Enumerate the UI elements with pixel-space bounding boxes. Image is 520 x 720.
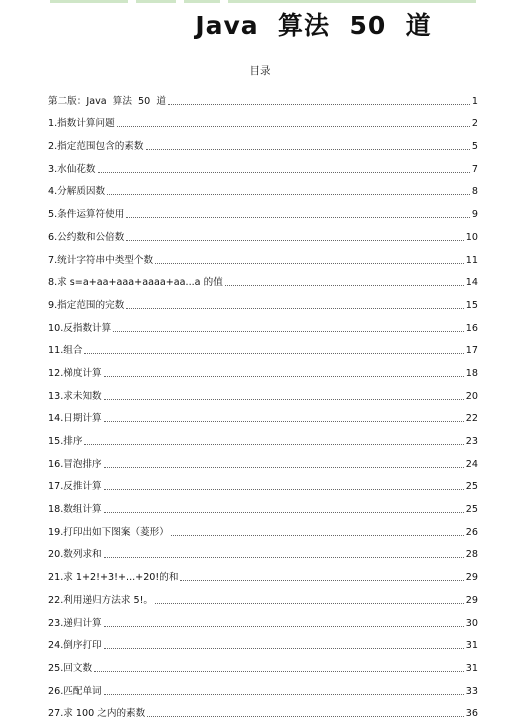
toc-entry[interactable] [48,130,478,153]
toc-dot-leader [107,194,470,195]
toc-dot-leader [126,308,463,309]
toc-dot-leader [104,399,464,400]
toc-entry-label[interactable]: 11.组合 [48,345,83,357]
toc-entry-label[interactable]: 22.利用递归方法求 5!。 [48,594,154,606]
toc-entry-page-number: 31 [465,640,478,652]
toc-entry[interactable] [48,493,478,516]
toc-entry-label[interactable]: 9.指定范围的完数 [48,299,125,311]
toc-entry-page-number: 22 [465,413,478,425]
toc-entry-label[interactable]: 19.打印出如下图案（菱形） [48,526,169,538]
toc-entry-label[interactable]: 14.日期计算 [48,413,102,425]
toc-entry-label[interactable]: 3.水仙花数 [48,163,96,175]
toc-dot-leader [155,603,464,604]
toc-entry-label[interactable]: 15.排序 [48,436,83,447]
toc-entry-page-number: 23 [465,436,478,447]
table-of-contents [48,85,478,720]
toc-entry[interactable] [48,675,478,698]
toc-entry[interactable] [48,312,478,335]
toc-entry-page-number: 11 [465,254,478,266]
toc-entry[interactable] [48,335,478,358]
toc-entry[interactable] [48,448,478,471]
toc-entry-label[interactable]: 16.冒泡排序 [48,458,102,470]
toc-dot-leader [104,467,464,468]
toc-dot-leader [104,557,464,558]
toc-entry-page-number: 2 [471,118,478,130]
toc-dot-leader [126,240,463,241]
toc-entry-page-number: 33 [465,685,478,697]
toc-entry[interactable] [48,380,478,403]
toc-entry-label[interactable]: 26.匹配单词 [48,685,102,697]
toc-entry-page-number: 31 [465,662,478,674]
toc-entry-label[interactable]: 23.递归计算 [48,617,102,629]
toc-dot-leader [104,626,464,627]
toc-entry-label[interactable]: 27.求 100 之内的素数 [48,708,146,720]
toc-entry-page-number: 1 [471,95,478,107]
toc-entry-label[interactable]: 10.反指数计算 [48,322,112,334]
toc-entry-label[interactable]: 18.数组计算 [48,504,102,516]
toc-entry[interactable] [48,221,478,244]
toc-entry-label[interactable]: 21.求 1+2!+3!+...+20!的和 [48,572,179,584]
toc-dot-leader [146,149,470,150]
toc-entry[interactable] [48,561,478,584]
toc-entry[interactable] [48,516,478,539]
toc-dot-leader [104,648,464,649]
toc-dot-leader [168,104,470,105]
toc-dot-leader [104,694,464,695]
toc-dot-leader [126,217,470,218]
toc-entry[interactable] [48,539,478,562]
toc-entry-label[interactable]: 25.回文数 [48,662,93,674]
toc-dot-leader [225,285,464,286]
toc-dot-leader [84,444,463,445]
toc-entry-page-number: 5 [471,141,478,153]
toc-entry[interactable] [48,176,478,199]
toc-dot-leader [94,671,464,672]
toc-entry-page-number: 17 [465,345,478,357]
toc-heading: 目录 [249,65,271,77]
toc-entry-label[interactable]: 4.分解质因数 [48,186,106,198]
toc-dot-leader [180,580,463,581]
toc-entry-page-number: 20 [465,390,478,402]
toc-entry-page-number: 18 [465,367,478,379]
toc-dot-leader [98,172,470,173]
toc-dot-leader [104,512,464,513]
toc-entry[interactable] [48,153,478,176]
toc-entry-page-number: 15 [465,299,478,311]
toc-entry[interactable] [48,652,478,675]
toc-entry[interactable] [48,267,478,290]
toc-entry-page-number: 29 [465,572,478,584]
header-rule-segment [136,0,176,3]
toc-entry[interactable] [48,198,478,221]
toc-dot-leader [155,263,464,264]
toc-entry-page-number: 10 [465,231,478,243]
header-rule-segment [184,0,220,3]
header-rule-segment [228,0,476,3]
toc-entry[interactable] [48,630,478,653]
toc-entry-page-number: 36 [465,708,478,720]
toc-entry-label[interactable]: 20.数列求和 [48,549,102,561]
toc-entry-page-number: 8 [471,186,478,198]
toc-entry[interactable] [48,357,478,380]
toc-entry[interactable] [48,698,478,720]
toc-entry[interactable] [48,108,478,131]
toc-entry[interactable] [48,425,478,448]
toc-dot-leader [104,421,464,422]
toc-entry[interactable] [48,584,478,607]
toc-entry-page-number: 14 [465,277,478,289]
toc-entry-label[interactable]: 1.指数计算问题 [48,118,115,130]
header-rule-segment [50,0,128,3]
toc-dot-leader [171,535,464,536]
toc-entry-label[interactable]: 5.条件运算符使用 [48,209,125,221]
toc-entry-page-number: 29 [465,594,478,606]
toc-entry-page-number: 28 [465,549,478,561]
document-title: Java 算法 50 道 [195,11,432,40]
toc-entry[interactable] [48,244,478,267]
toc-entry-page-number: 25 [465,504,478,516]
toc-dot-leader [104,489,464,490]
toc-entry-page-number: 9 [471,209,478,221]
toc-entry[interactable] [48,607,478,630]
toc-entry-label[interactable]: 6.公约数和公倍数 [48,231,125,243]
toc-entry-page-number: 25 [465,481,478,493]
toc-dot-leader [113,331,464,332]
toc-entry[interactable] [48,85,478,108]
toc-entry-label[interactable]: 第二版：Java 算法 50 道 [48,95,166,107]
toc-dot-leader [84,353,463,354]
toc-dot-leader [117,126,470,127]
toc-entry-label[interactable]: 24.倒序打印 [48,640,102,652]
toc-dot-leader [147,716,464,717]
toc-entry-label[interactable]: 17.反推计算 [48,481,102,493]
toc-entry-label[interactable]: 8.求 s=a+aa+aaa+aaaa+aa...a 的值 [48,277,223,289]
toc-entry-page-number: 7 [471,163,478,175]
toc-entry-page-number: 26 [465,526,478,538]
toc-entry-page-number: 30 [465,617,478,629]
toc-entry[interactable] [48,471,478,494]
toc-entry-label[interactable]: 2.指定范围包含的素数 [48,141,144,153]
toc-entry[interactable] [48,403,478,426]
toc-entry[interactable] [48,289,478,312]
toc-entry-label[interactable]: 7.统计字符串中类型个数 [48,254,154,266]
toc-entry-label[interactable]: 13.求未知数 [48,390,102,402]
toc-dot-leader [104,376,464,377]
toc-entry-page-number: 16 [465,322,478,334]
toc-entry-page-number: 24 [465,458,478,470]
toc-entry-label[interactable]: 12.梯度计算 [48,367,102,379]
